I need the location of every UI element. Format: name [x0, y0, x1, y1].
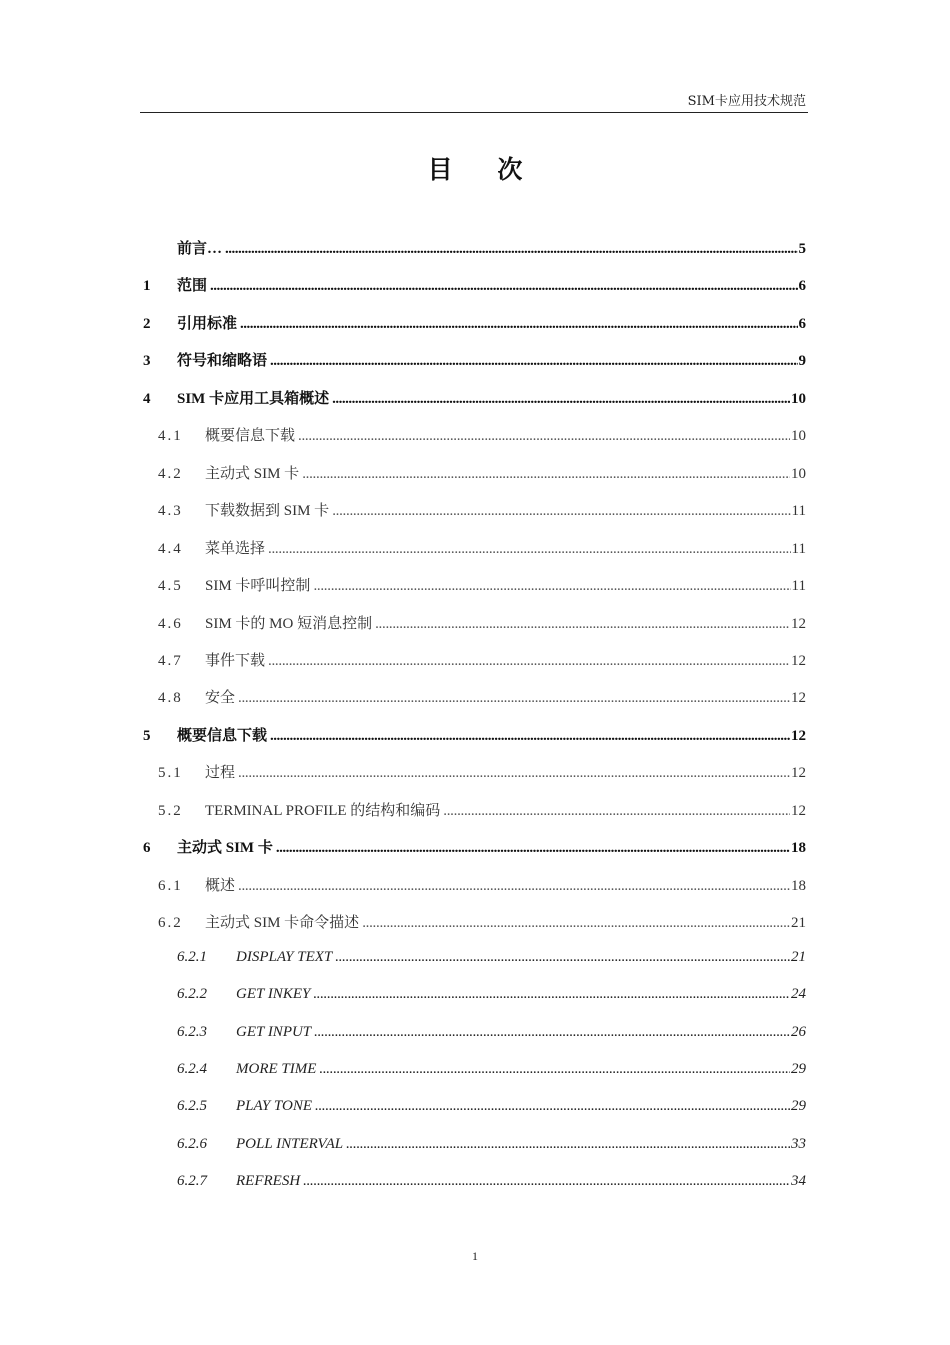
toc-entry[interactable]	[158, 537, 806, 559]
toc-entry-label: 主动式 SIM 卡	[205, 465, 300, 482]
toc-entry[interactable]	[143, 312, 806, 334]
toc-entry-label: 概要信息下载	[205, 428, 296, 445]
toc-entry-page: 12	[791, 653, 806, 669]
toc-entry-number: 6.2.4	[177, 1060, 207, 1077]
toc-entry-number: 4.2	[158, 465, 183, 482]
toc-dot-leader	[298, 428, 790, 445]
toc-entry-number: 4	[143, 390, 151, 407]
toc-entry[interactable]	[143, 237, 806, 259]
toc-entry-number: 4.4	[158, 540, 183, 557]
toc-entry[interactable]	[177, 949, 806, 971]
toc-entry[interactable]	[158, 761, 806, 783]
toc-entry-number: 4.1	[158, 428, 183, 445]
toc-entry-number: 5.2	[158, 802, 183, 819]
toc-entry-number: 2	[143, 315, 151, 332]
toc-dot-leader	[238, 878, 790, 895]
toc-entry-number: 6.2.7	[177, 1173, 207, 1190]
toc-entry-number: 6.2.1	[177, 948, 207, 965]
toc-entry-label: PLAY TONE	[236, 1098, 313, 1115]
toc-entry-label: MORE TIME	[236, 1060, 317, 1077]
toc-dot-leader	[315, 1098, 790, 1115]
toc-entry-page: 18	[791, 877, 806, 894]
toc-entry-page: 29	[791, 1098, 806, 1115]
toc-entry-label: DISPLAY TEXT	[236, 948, 333, 965]
toc-entry-page: 10	[791, 465, 806, 482]
toc-entry[interactable]	[177, 1061, 806, 1083]
header-title: SIM卡应用技术规范	[687, 94, 806, 109]
toc-entry-number: 5.1	[158, 765, 183, 782]
toc-entry[interactable]	[143, 349, 806, 371]
toc-dot-leader	[270, 353, 797, 370]
toc-entry-number: 4.6	[158, 615, 183, 632]
toc-entry-label: 范围	[177, 278, 208, 295]
toc-entry-number: 4.5	[158, 578, 183, 594]
toc-entry-page: 12	[791, 690, 806, 707]
toc-dot-leader	[240, 316, 797, 333]
toc-entry-page: 18	[791, 840, 806, 857]
toc-entry-page: 11	[791, 540, 806, 557]
toc-dot-leader	[346, 1136, 790, 1153]
toc-entry[interactable]	[177, 986, 806, 1008]
toc-entry-label: SIM 卡呼叫控制	[205, 578, 311, 594]
toc-entry-page: 34	[791, 1173, 806, 1190]
toc-entry[interactable]	[158, 799, 806, 821]
toc-entry-page: 10	[791, 428, 806, 445]
toc-entry-label: REFRESH	[236, 1173, 301, 1190]
toc-entry-number: 6.2.6	[177, 1135, 207, 1152]
toc-entry-page: 29	[791, 1060, 806, 1077]
toc-entry-label: POLL INTERVAL	[236, 1135, 344, 1152]
toc-dot-leader	[210, 278, 797, 295]
toc-entry[interactable]	[158, 462, 806, 484]
toc-dot-leader	[268, 653, 790, 670]
toc-dot-leader	[225, 241, 797, 258]
toc-entry[interactable]	[158, 612, 806, 634]
toc-entry-label: 主动式 SIM 卡	[177, 840, 273, 857]
toc-entry-label: 符号和缩略语	[177, 353, 268, 370]
toc-dot-leader	[313, 578, 790, 595]
toc-title: 目 次	[427, 155, 523, 184]
toc-entry-page: 12	[791, 802, 806, 819]
toc-entry-number: 6	[143, 840, 151, 857]
toc-entry-page: 21	[791, 915, 806, 932]
toc-dot-leader	[313, 986, 790, 1003]
toc-dot-leader	[303, 1173, 790, 1190]
toc-entry-number: 4.8	[158, 690, 183, 707]
toc-entry-label: 下载数据到 SIM 卡	[205, 503, 330, 520]
toc-entry-page: 12	[791, 765, 806, 782]
toc-dot-leader	[319, 1061, 790, 1078]
toc-entry[interactable]	[158, 574, 806, 596]
toc-entry[interactable]	[177, 1024, 806, 1046]
toc-entry-number: 4.3	[158, 503, 183, 520]
toc-entry-page: 24	[791, 986, 806, 1002]
toc-entry[interactable]	[177, 1136, 806, 1158]
toc-entry-number: 6.2.2	[177, 986, 207, 1002]
toc-entry[interactable]	[177, 1173, 806, 1195]
toc-entry-page: 33	[791, 1135, 806, 1152]
toc-entry[interactable]	[158, 874, 806, 896]
page-number: 1	[472, 1249, 478, 1263]
toc-entry-number: 6.1	[158, 877, 183, 894]
toc-entry-page: 11	[791, 503, 806, 520]
toc-entry-label: 主动式 SIM 卡命令描述	[205, 915, 360, 932]
toc-entry[interactable]	[158, 499, 806, 521]
toc-dot-leader	[362, 915, 790, 932]
toc-entry-number: 6.2.3	[177, 1023, 207, 1040]
toc-dot-leader	[238, 765, 790, 782]
toc-dot-leader	[314, 1024, 790, 1041]
toc-entry-label: SIM 卡的 MO 短消息控制	[205, 615, 373, 632]
toc-entry-number: 5	[143, 727, 151, 744]
toc-dot-leader	[276, 840, 790, 857]
toc-entry[interactable]	[143, 387, 806, 409]
toc-entry-page: 6	[798, 278, 806, 295]
toc-entry[interactable]	[143, 724, 806, 746]
toc-entry-page: 12	[791, 727, 806, 744]
toc-dot-leader	[332, 503, 790, 520]
toc-entry-number: 3	[143, 353, 151, 370]
toc-entry-page: 9	[798, 353, 806, 370]
toc-entry-label: SIM 卡应用工具箱概述	[177, 390, 330, 407]
toc-entry[interactable]	[158, 686, 806, 708]
toc-entry[interactable]	[143, 274, 806, 296]
toc-entry-label: 概要信息下载	[177, 727, 268, 744]
toc-dot-leader	[268, 541, 791, 558]
toc-entry[interactable]	[158, 649, 806, 671]
toc-dot-leader	[375, 616, 790, 633]
toc-entry-label: GET INKEY	[236, 986, 311, 1002]
toc-entry-label: GET INPUT	[236, 1023, 312, 1040]
toc-entry-label: 引用标准	[177, 315, 238, 332]
toc-dot-leader	[332, 391, 790, 408]
toc-entry[interactable]	[143, 836, 806, 858]
toc-entry-label: 前言…	[177, 241, 223, 257]
toc-entry-page: 26	[791, 1023, 806, 1040]
toc-entry-number: 1	[143, 278, 151, 295]
toc-entry-label: 菜单选择	[205, 540, 266, 557]
toc-dot-leader	[270, 728, 790, 745]
toc-entry-label: 过程	[205, 765, 236, 782]
toc-entry[interactable]	[177, 1098, 806, 1120]
toc-entry-page: 10	[791, 390, 806, 407]
toc-dot-leader	[335, 949, 790, 966]
toc-entry-page: 5	[798, 241, 806, 257]
toc-entry-label: 事件下载	[205, 653, 266, 669]
toc-dot-leader	[238, 690, 790, 707]
toc-entry[interactable]	[158, 424, 806, 446]
toc-entry-label: 概述	[205, 877, 236, 894]
toc-entry-number: 6.2	[158, 915, 183, 932]
toc-entry-page: 11	[791, 578, 806, 594]
toc-dot-leader	[302, 466, 790, 483]
toc-dot-leader	[443, 803, 790, 820]
toc-entry-page: 21	[791, 948, 806, 965]
toc-entry-number: 4.7	[158, 653, 183, 669]
toc-entry-label: 安全	[205, 690, 236, 707]
toc-entry-page: 12	[791, 615, 806, 632]
toc-entry-number: 6.2.5	[177, 1098, 207, 1115]
toc-entry-label: TERMINAL PROFILE 的结构和编码	[205, 802, 441, 819]
toc-entry-page: 6	[798, 315, 806, 332]
toc-entry[interactable]	[158, 911, 806, 933]
